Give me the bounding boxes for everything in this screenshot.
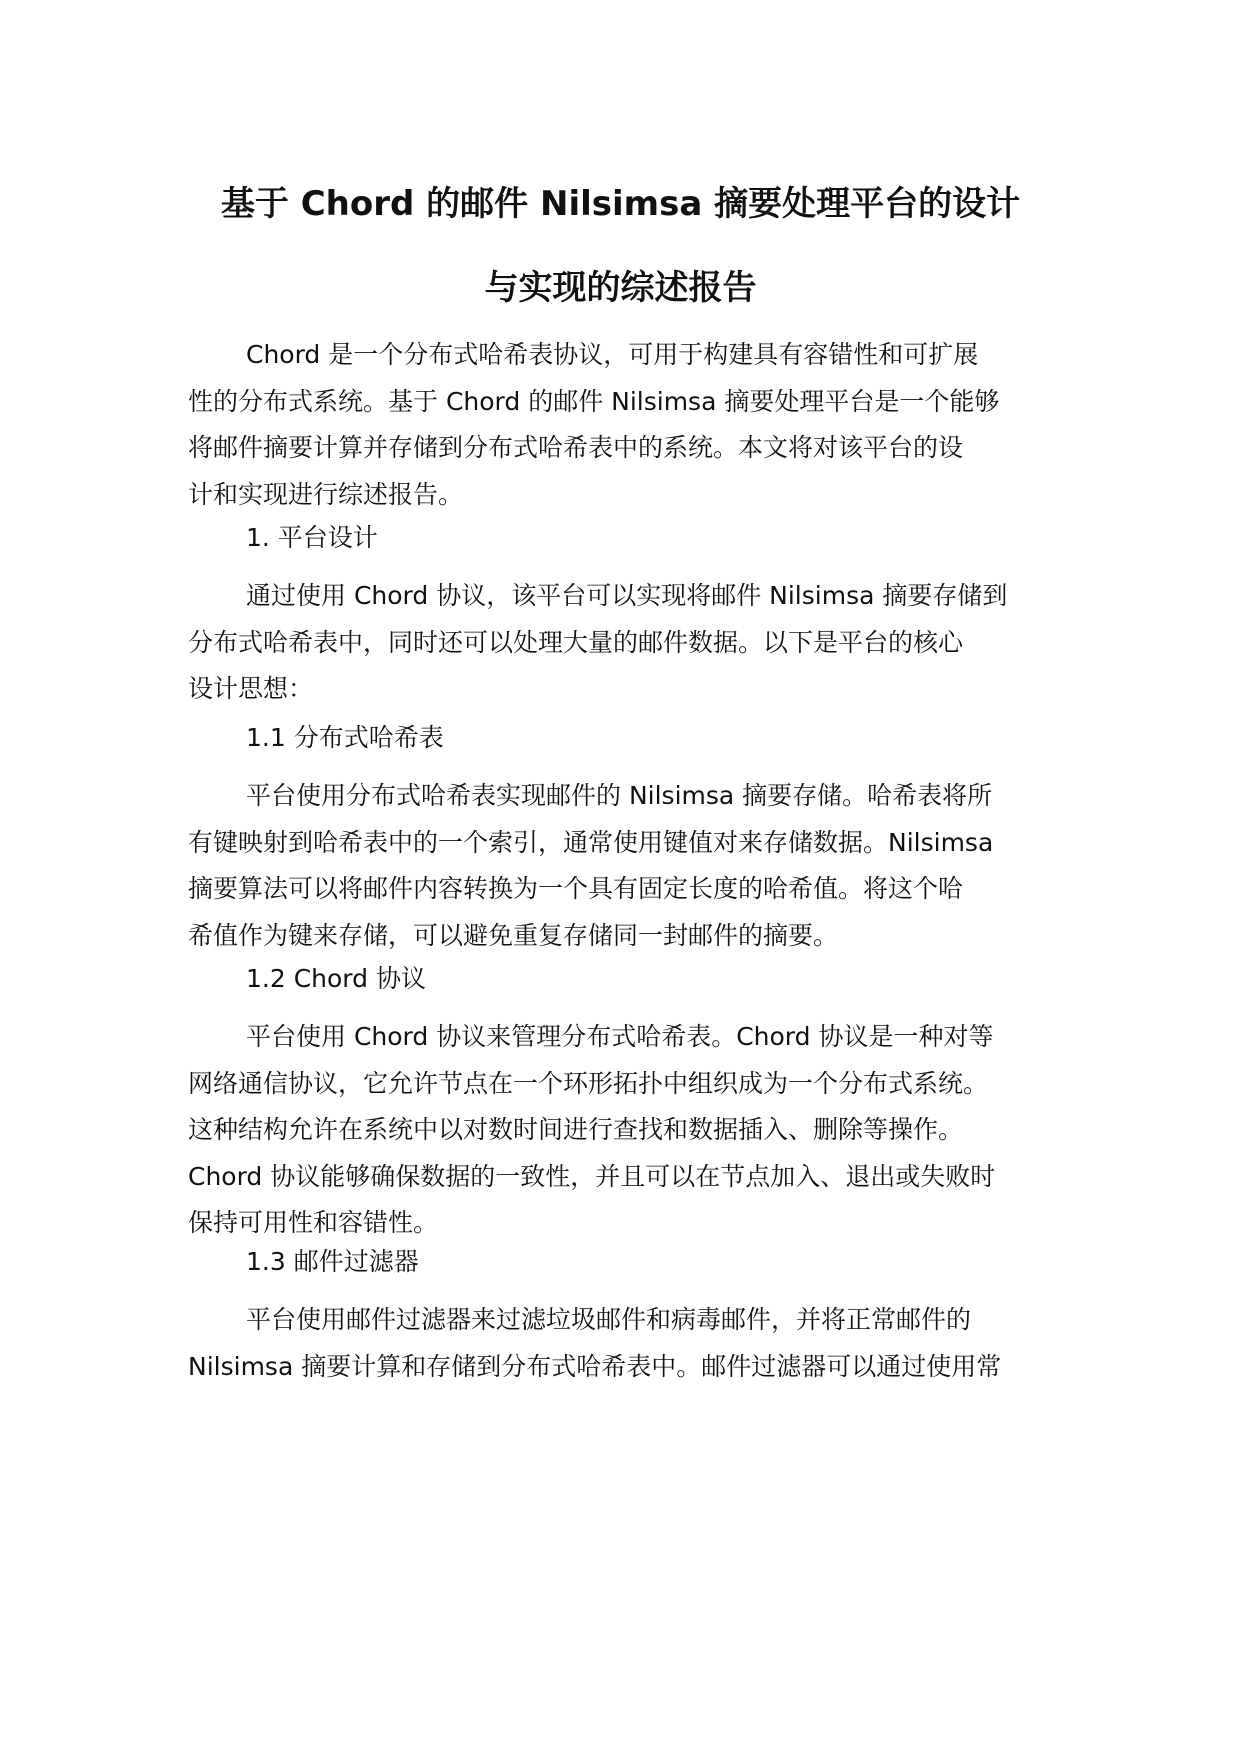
paragraph-line: Chord 协议能够确保数据的一致性，并且可以在节点加入、退出或失败时 xyxy=(188,1161,996,1191)
paragraph-line: 摘要算法可以将邮件内容转换为一个具有固定长度的哈希值。将这个哈 xyxy=(188,874,964,903)
paragraph-line: Nilsimsa 摘要计算和存储到分布式哈希表中。邮件过滤器可以通过使用常 xyxy=(188,1351,1002,1381)
paragraph-line: 保持可用性和容错性。 xyxy=(188,1208,439,1237)
section-1-1-paragraph xyxy=(188,773,1078,959)
document-title-line-2: 与实现的综述报告 xyxy=(484,268,757,308)
paragraph-line: 设计思想： xyxy=(188,674,314,703)
section-1-3-paragraph xyxy=(188,1297,1078,1390)
paragraph-line: 计和实现进行综述报告。 xyxy=(188,479,464,509)
paragraph-line: 希值作为键来存储，可以避免重复存储同一封邮件的摘要。 xyxy=(188,920,839,950)
intro-paragraph xyxy=(188,332,1078,518)
paragraph-line: 网络通信协议，它允许节点在一个环形拓扑中组织成为一个分布式系统。 xyxy=(188,1068,989,1098)
paragraph-line: 平台使用分布式哈希表实现邮件的 Nilsimsa 摘要存储。哈希表将所 xyxy=(246,781,993,810)
paragraph-line: Chord 是一个分布式哈希表协议，可用于构建具有容错性和可扩展 xyxy=(246,340,979,369)
paragraph-line: 性的分布式系统。基于 Chord 的邮件 Nilsimsa 摘要处理平台是一个能够 xyxy=(188,386,1000,416)
paragraph-line: 将邮件摘要计算并存储到分布式哈希表中的系统。本文将对该平台的设 xyxy=(188,433,964,462)
paragraph-line: 通过使用 Chord 协议，该平台可以实现将邮件 Nilsimsa 摘要存储到 xyxy=(246,581,1008,610)
paragraph-line: 有键映射到哈希表中的一个索引，通常使用键值对来存储数据。Nilsimsa xyxy=(188,827,994,857)
paragraph-line: 分布式哈希表中，同时还可以处理大量的邮件数据。以下是平台的核心 xyxy=(188,627,964,657)
section-heading-1-2: 1.2 Chord 协议 xyxy=(246,964,426,993)
section-heading-1: 1. 平台设计 xyxy=(246,523,378,552)
section-heading-1-3: 1.3 邮件过滤器 xyxy=(246,1247,419,1276)
paragraph-line: 平台使用 Chord 协议来管理分布式哈希表。Chord 协议是一种对等 xyxy=(246,1022,994,1051)
section-1-paragraph xyxy=(188,573,1078,713)
paragraph-line: 平台使用邮件过滤器来过滤垃圾邮件和病毒邮件，并将正常邮件的 xyxy=(246,1305,972,1334)
paragraph-line: 这种结构允许在系统中以对数时间进行查找和数据插入、删除等操作。 xyxy=(188,1115,964,1144)
section-1-2-paragraph xyxy=(188,1014,1078,1247)
section-heading-1-1: 1.1 分布式哈希表 xyxy=(246,723,444,752)
document-title-line-1: 基于 Chord 的邮件 Nilsimsa 摘要处理平台的设计 xyxy=(220,184,1021,224)
